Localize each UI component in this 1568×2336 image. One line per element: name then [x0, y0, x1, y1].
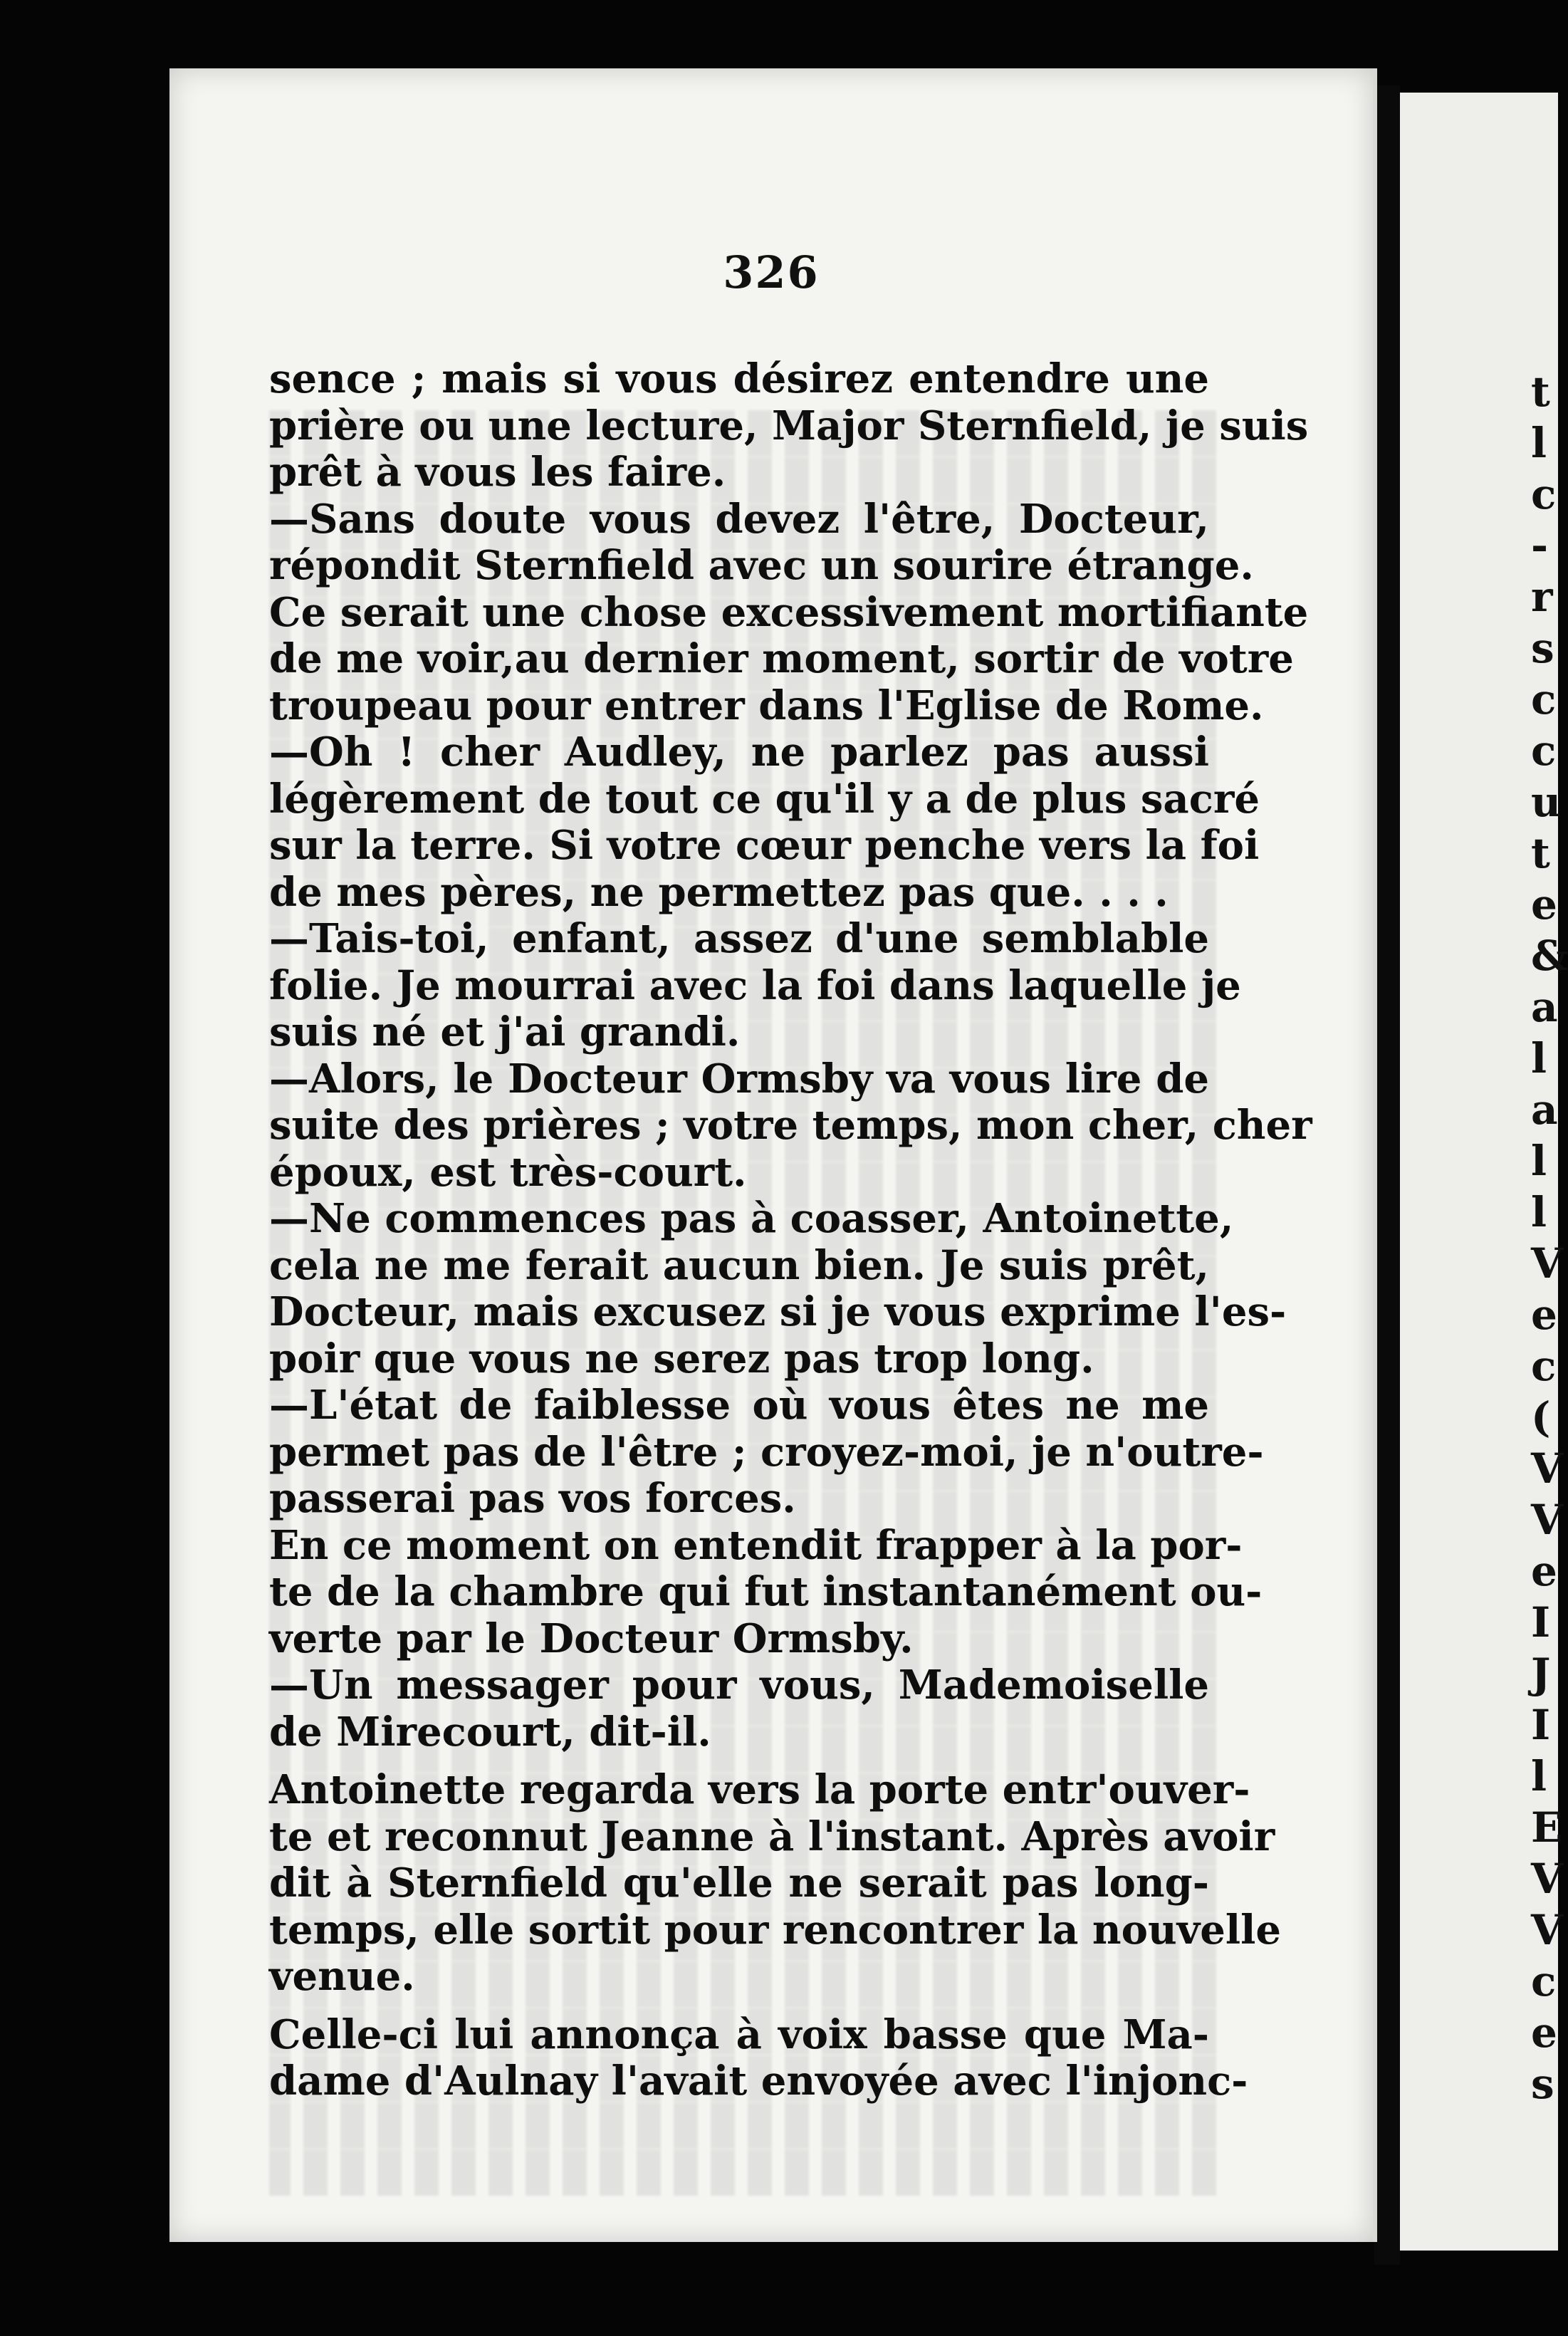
facing-page-letter: V: [1531, 1906, 1564, 1954]
facing-page-letter: s: [1531, 624, 1554, 672]
text-line: —Un messager pour vous, Mademoiselle: [269, 1662, 1209, 1709]
text-line: prière ou une lecture, Major Sternfield, je suis: [269, 402, 1309, 449]
text-line: époux, est très-court.: [269, 1148, 747, 1196]
facing-page-letter: V: [1531, 1444, 1564, 1493]
facing-page-letter: l: [1531, 419, 1547, 467]
text-line: —Tais-toi, enfant, assez d'une semblable: [269, 915, 1209, 962]
text-line: de me voir,au dernier moment, sortir de votre: [269, 635, 1294, 682]
facing-page-letter: V: [1531, 1496, 1564, 1544]
text-line: temps, elle sortit pour rencontrer la nouvelle: [269, 1906, 1282, 1954]
show-through-line: [269, 2102, 1216, 2149]
body-text: [269, 355, 1312, 2105]
facing-page-letter: l: [1531, 1137, 1547, 1185]
text-line: prêt à vous les faire.: [269, 449, 726, 496]
facing-page-letter: I: [1531, 1701, 1551, 1749]
facing-page-letter: e: [1531, 1290, 1557, 1339]
facing-page-letter: -: [1531, 521, 1549, 570]
facing-page-letter: a: [1531, 1085, 1558, 1134]
facing-page-letter: l: [1531, 1034, 1547, 1083]
facing-page-letter: (: [1531, 1393, 1551, 1441]
text-line: Docteur, mais excusez si je vous exprime l'es-: [269, 1288, 1287, 1335]
text-line: verte par le Docteur Ormsby.: [269, 1615, 914, 1662]
facing-page-letter: c: [1531, 726, 1557, 775]
text-line: venue.: [269, 1953, 415, 2000]
facing-page-letter: u: [1531, 778, 1562, 826]
facing-page-letter: c: [1531, 1342, 1557, 1390]
facing-page-text-edge: [1531, 367, 1568, 2151]
facing-page-letter: V: [1531, 1239, 1564, 1288]
facing-page-letter: e: [1531, 880, 1557, 929]
facing-page-letter: I: [1531, 1598, 1551, 1647]
text-line: passerai pas vos forces.: [269, 1475, 796, 1522]
facing-page-letter: c: [1531, 675, 1557, 724]
book-page: [169, 68, 1377, 2242]
facing-page-letter: s: [1531, 2060, 1554, 2108]
text-line: Ce serait une chose excessivement mortifiante: [269, 588, 1309, 636]
text-line: —Oh ! cher Audley, ne parlez pas aussi: [269, 729, 1209, 776]
facing-page-letter: a: [1531, 983, 1558, 1031]
text-line: de Mirecourt, dit-il.: [269, 1708, 711, 1756]
facing-page-letter: t: [1531, 367, 1550, 416]
text-line: —Sans doute vous devez l'être, Docteur,: [269, 495, 1209, 543]
page-gutter-shadow: [1374, 85, 1400, 2265]
text-line: Celle-ci lui annonça à voix basse que Ma-: [269, 2011, 1209, 2058]
text-line: suis né et j'ai grandi.: [269, 1008, 741, 1055]
text-line: —Ne commences pas à coasser, Antoinette,: [269, 1195, 1234, 1242]
text-line: suite des prières ; votre temps, mon cher, cher: [269, 1102, 1312, 1149]
text-line: sur la terre. Si votre cœur penche vers la foi: [269, 822, 1260, 869]
page-number: 326: [723, 246, 820, 298]
text-line: sence ; mais si vous désirez entendre une: [269, 355, 1209, 402]
facing-page-letter: V: [1531, 1855, 1564, 1903]
text-line: te et reconnut Jeanne à l'instant. Après avoir: [269, 1813, 1275, 1860]
text-line: permet pas de l'être ; croyez-moi, je n'outre-: [269, 1428, 1264, 1476]
facing-page-letter: t: [1531, 829, 1550, 877]
text-line: —Alors, le Docteur Ormsby va vous lire de: [269, 1055, 1209, 1102]
text-line: légèrement de tout ce qu'il y a de plus sacré: [269, 775, 1260, 823]
text-line: de mes pères, ne permettez pas que. . . .: [269, 868, 1169, 916]
text-line: dit à Sternfield qu'elle ne serait pas long-: [269, 1860, 1209, 1907]
facing-page-letter: l: [1531, 1752, 1547, 1800]
text-line: troupeau pour entrer dans l'Eglise de Rome.: [269, 682, 1264, 729]
facing-page-letter: c: [1531, 1957, 1557, 2006]
show-through-line: [269, 2149, 1216, 2196]
text-line: répondit Sternfield avec un sourire étrange.: [269, 542, 1254, 589]
text-line: Antoinette regarda vers la porte entr'ouver-: [269, 1766, 1250, 1813]
facing-page-letter: r: [1531, 573, 1553, 621]
facing-page-letter: l: [1531, 1188, 1547, 1236]
facing-page-letter: c: [1531, 470, 1557, 518]
text-line: folie. Je mourrai avec la foi dans laquelle je: [269, 961, 1241, 1009]
text-line: dame d'Aulnay l'avait envoyée avec l'injonc-: [269, 2058, 1248, 2105]
facing-page-letter: e: [1531, 2008, 1557, 2057]
facing-page-letter: J: [1531, 1649, 1551, 1698]
text-line: cela ne me ferait aucun bien. Je suis prêt,: [269, 1241, 1209, 1289]
text-line: te de la chambre qui fut instantanément ou-: [269, 1568, 1263, 1615]
facing-page-letter: e: [1531, 1547, 1557, 1595]
text-line: poir que vous ne serez pas trop long.: [269, 1335, 1094, 1382]
text-line: —L'état de faiblesse où vous êtes ne me: [269, 1382, 1209, 1429]
facing-page-letter: E: [1531, 1803, 1563, 1852]
text-line: En ce moment on entendit frapper à la por-: [269, 1521, 1243, 1569]
facing-page-letter: &: [1531, 932, 1568, 980]
